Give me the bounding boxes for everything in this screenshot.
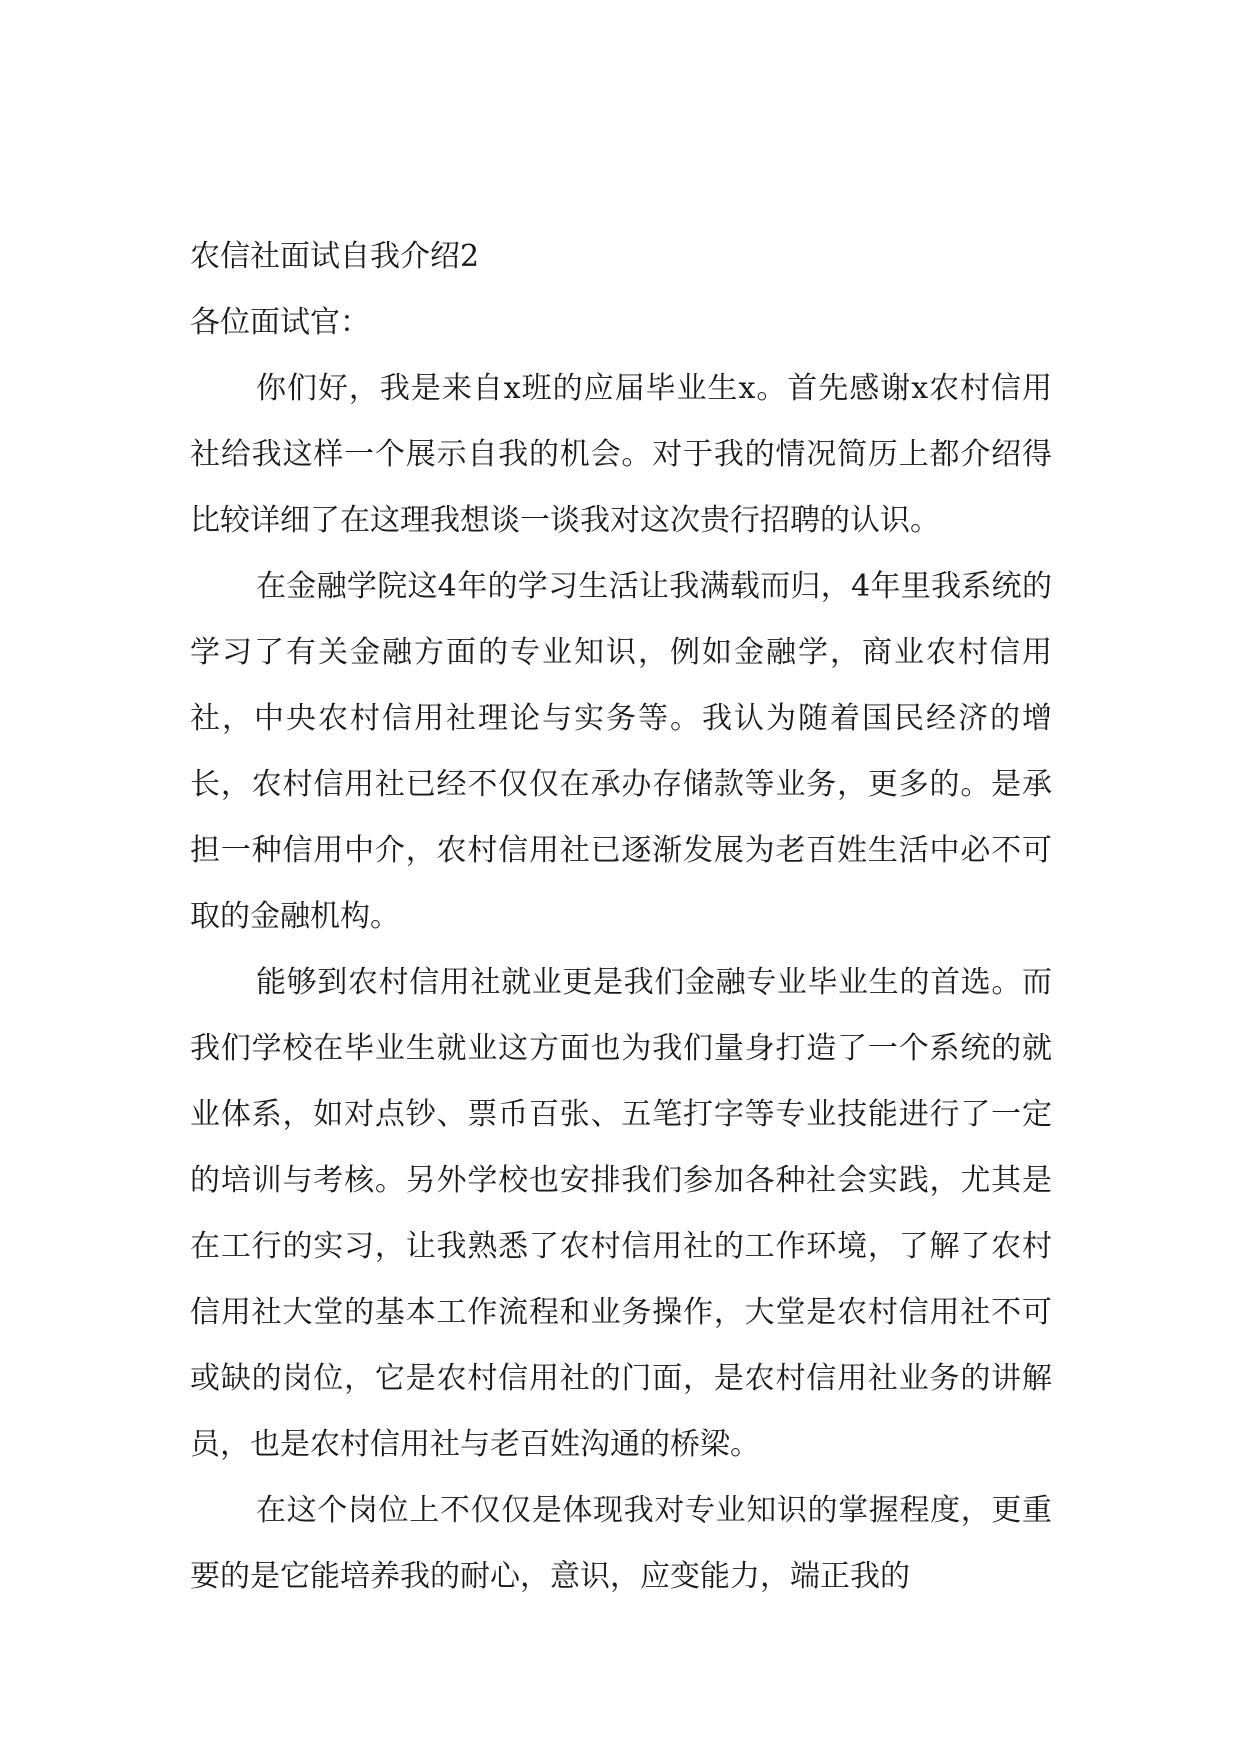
paragraph-4: 在这个岗位上不仅仅是体现我对专业知识的掌握程度，更重要的是它能培养我的耐心，意识，应变能力，端正我的: [190, 1493, 1052, 1594]
document-body: [190, 224, 1052, 1610]
salutation: 各位面试官：: [190, 305, 370, 340]
document-title: 农信社面试自我介绍2: [190, 239, 480, 274]
paragraph-3: 能够到农村信用社就业更是我们金融专业毕业生的首选。而我们学校在毕业生就业这方面也为我们量身打造了一个系统的就业体系，如对点钞、票币百张、五笔打字等专业技能进行了一定的培训与考核。另外学校也安排我们参加各种社会实践，尤其是在工行的实习，让我熟悉了农村信用社的工作环境，了解了农村信用社大堂的基本工作流程和业务操作，大堂是农村信用社不可或缺的岗位，它是农村信用社的门面，是农村信用社业务的讲解员，也是农村信用社与老百姓沟通的桥梁。: [190, 965, 1052, 1462]
paragraph-2: 在金融学院这4年的学习生活让我满载而归，4年里我系统的学习了有关金融方面的专业知识，例如金融学，商业农村信用社，中央农村信用社理论与实务等。我认为随着国民经济的增长，农村信用社已经不仅仅在承办存储款等业务，更多的。是承担一种信用中介，农村信用社已逐渐发展为老百姓生活中必不可取的金融机构。: [190, 569, 1052, 934]
paragraph-1: 你们好，我是来自x班的应届毕业生x。首先感谢x农村信用社给我这样一个展示自我的机会。对于我的情况简历上都介绍得比较详细了在这理我想谈一谈我对这次贵行招聘的认识。: [190, 371, 1052, 538]
